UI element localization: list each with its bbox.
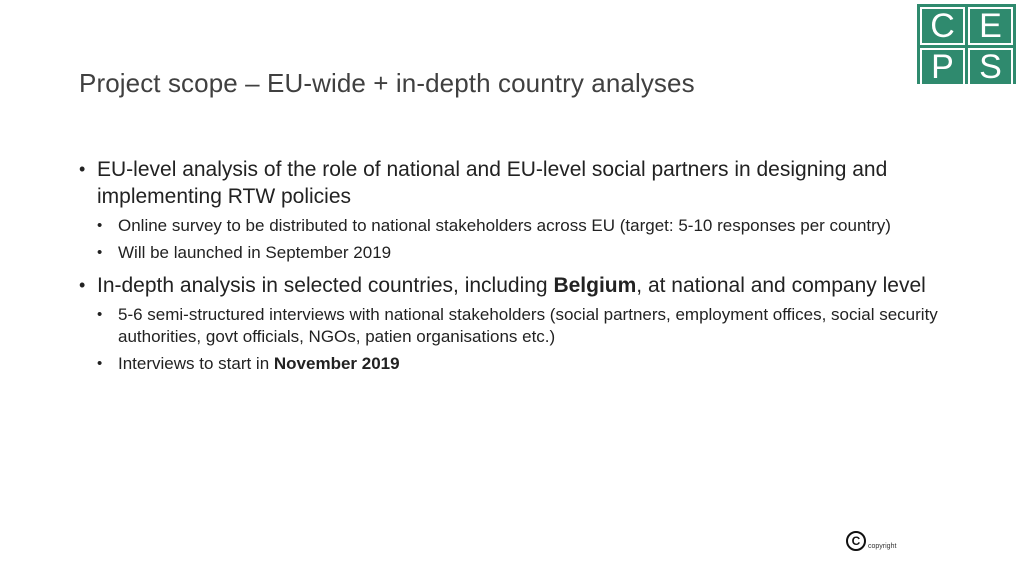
sub-bullet-text: Will be launched in September 2019 xyxy=(118,243,392,262)
sub-bullet-text: Interviews to start in xyxy=(118,354,274,373)
sub-bullet-item xyxy=(97,353,959,375)
copyright-icon: C xyxy=(846,531,866,551)
sub-bullet-item xyxy=(97,304,959,348)
sub-bullet-text: Online survey to be distributed to national stakeholders across EU (target: 5-10 responses per country) xyxy=(118,216,891,235)
bullet-icon: • xyxy=(97,217,103,234)
bullet-item xyxy=(79,156,959,210)
bullet-text-after: , at national and company level xyxy=(636,274,926,297)
bullet-icon: • xyxy=(97,306,103,323)
copyright-mark xyxy=(846,531,896,551)
bullet-icon: • xyxy=(79,275,86,295)
slide-title: Project scope – EU-wide + in-depth country analyses xyxy=(79,68,695,98)
sub-bullet-item xyxy=(97,242,959,264)
copyright-label: copyright xyxy=(868,543,897,550)
sub-bullet-list xyxy=(97,215,959,264)
logo-letter: S xyxy=(968,48,1013,86)
bullet-icon: • xyxy=(97,244,103,261)
bullet-icon: • xyxy=(79,159,86,179)
bullet-block-in-depth xyxy=(79,272,959,375)
bullet-text: EU-level analysis of the role of national and EU-level social partners in designing and implementing RTW policies xyxy=(97,158,888,208)
logo-letter: E xyxy=(968,7,1013,45)
bullet-text: In-depth analysis in selected countries, including xyxy=(97,274,554,297)
bullet-block-eu-level xyxy=(79,156,959,264)
logo-letter: P xyxy=(920,48,965,86)
sub-bullet-item xyxy=(97,215,959,237)
bullet-bold-text: Belgium xyxy=(553,274,637,297)
sub-bullet-text: 5-6 semi-structured interviews with national stakeholders (social partners, employment offices, social security authorities, govt officials, NGOs, patien organisations etc.) xyxy=(118,305,938,346)
sub-bullet-bold-text: November 2019 xyxy=(273,354,400,373)
bullet-icon: • xyxy=(97,355,103,372)
bullet-item xyxy=(79,272,959,299)
ceps-logo xyxy=(917,4,1016,84)
bullet-list xyxy=(79,156,959,383)
sub-bullet-list xyxy=(97,304,959,375)
logo-letter: C xyxy=(920,7,965,45)
